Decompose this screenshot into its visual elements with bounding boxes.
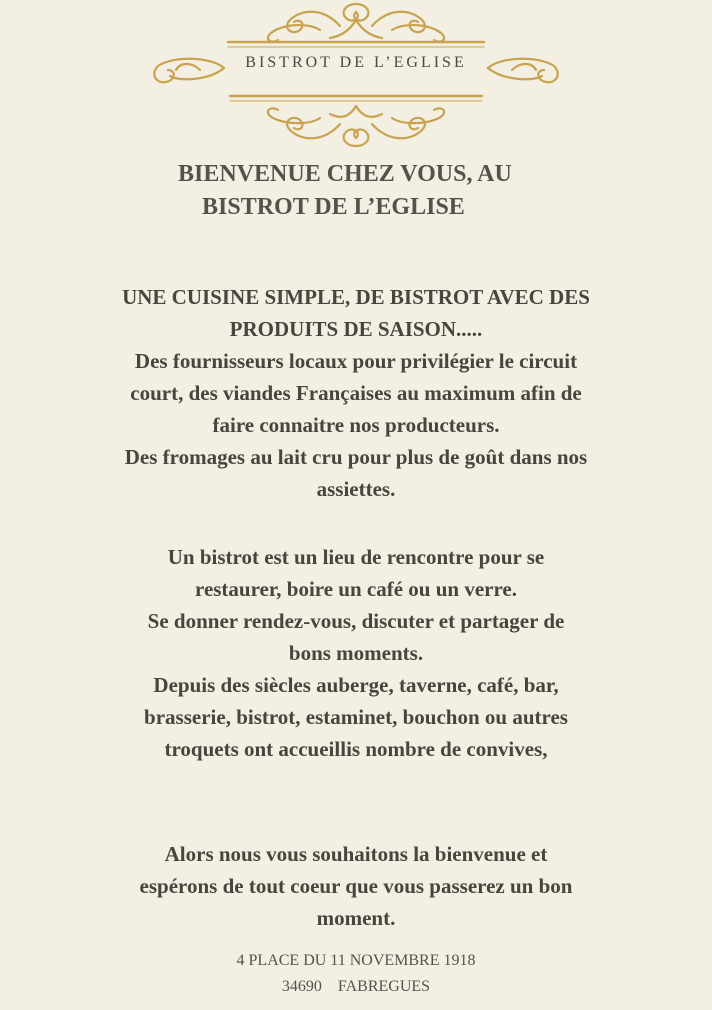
paragraph-line: Depuis des siècles auberge, taverne, café, bar,	[153, 673, 559, 697]
paragraph-bistrot	[40, 541, 672, 765]
paragraph-line: troquets ont accueillis nombre de convives,	[164, 737, 548, 761]
paragraph-cuisine	[40, 281, 672, 505]
address-postcode: 34690	[281, 978, 322, 995]
paragraph-line: Des fromages au lait cru pour plus de goût dans nos	[124, 445, 588, 469]
address-city: FABREGUES	[337, 978, 431, 995]
paragraph-line: faire connaitre nos producteurs.	[212, 413, 500, 437]
paragraph-line: Des fournisseurs locaux pour privilégier le circuit	[134, 349, 578, 373]
address-city-line	[0, 974, 712, 1000]
address-block	[0, 948, 712, 1000]
paragraph-line: espérons de tout coeur que vous passerez un bon	[139, 874, 573, 898]
paragraph-line: moment.	[316, 906, 396, 930]
paragraph-line: brasserie, bistrot, estaminet, bouchon ou autres	[144, 705, 568, 729]
paragraph-line: restaurer, boire un café ou un verre.	[195, 577, 517, 601]
paragraph-line: Se donner rendez-vous, discuter et partager de	[147, 609, 565, 633]
paragraph-line: Alors nous vous souhaitons la bienvenue et	[164, 842, 548, 866]
ornament-flourish-icon	[150, 0, 562, 150]
paragraph-line: UNE CUISINE SIMPLE, DE BISTROT AVEC DES	[122, 285, 590, 309]
welcome-line-1: BIENVENUE CHEZ VOUS, AU	[178, 161, 512, 187]
brand-logo-text: BISTROT DE L’EGLISE	[245, 54, 467, 71]
paragraph-welcome	[40, 838, 672, 934]
header-ornament	[0, 0, 712, 150]
paragraph-line: court, des viandes Françaises au maximum afin de	[130, 381, 582, 405]
paragraph-line: bons moments.	[288, 641, 424, 665]
welcome-heading	[178, 158, 598, 224]
paragraph-line: PRODUITS DE SAISON.....	[229, 317, 483, 341]
address-street: 4 PLACE DU 11 NOVEMBRE 1918	[236, 952, 476, 969]
paragraph-line: assiettes.	[316, 477, 396, 501]
welcome-line-2: BISTROT DE L’EGLISE	[202, 194, 465, 220]
paragraph-line: Un bistrot est un lieu de rencontre pour se	[167, 545, 545, 569]
